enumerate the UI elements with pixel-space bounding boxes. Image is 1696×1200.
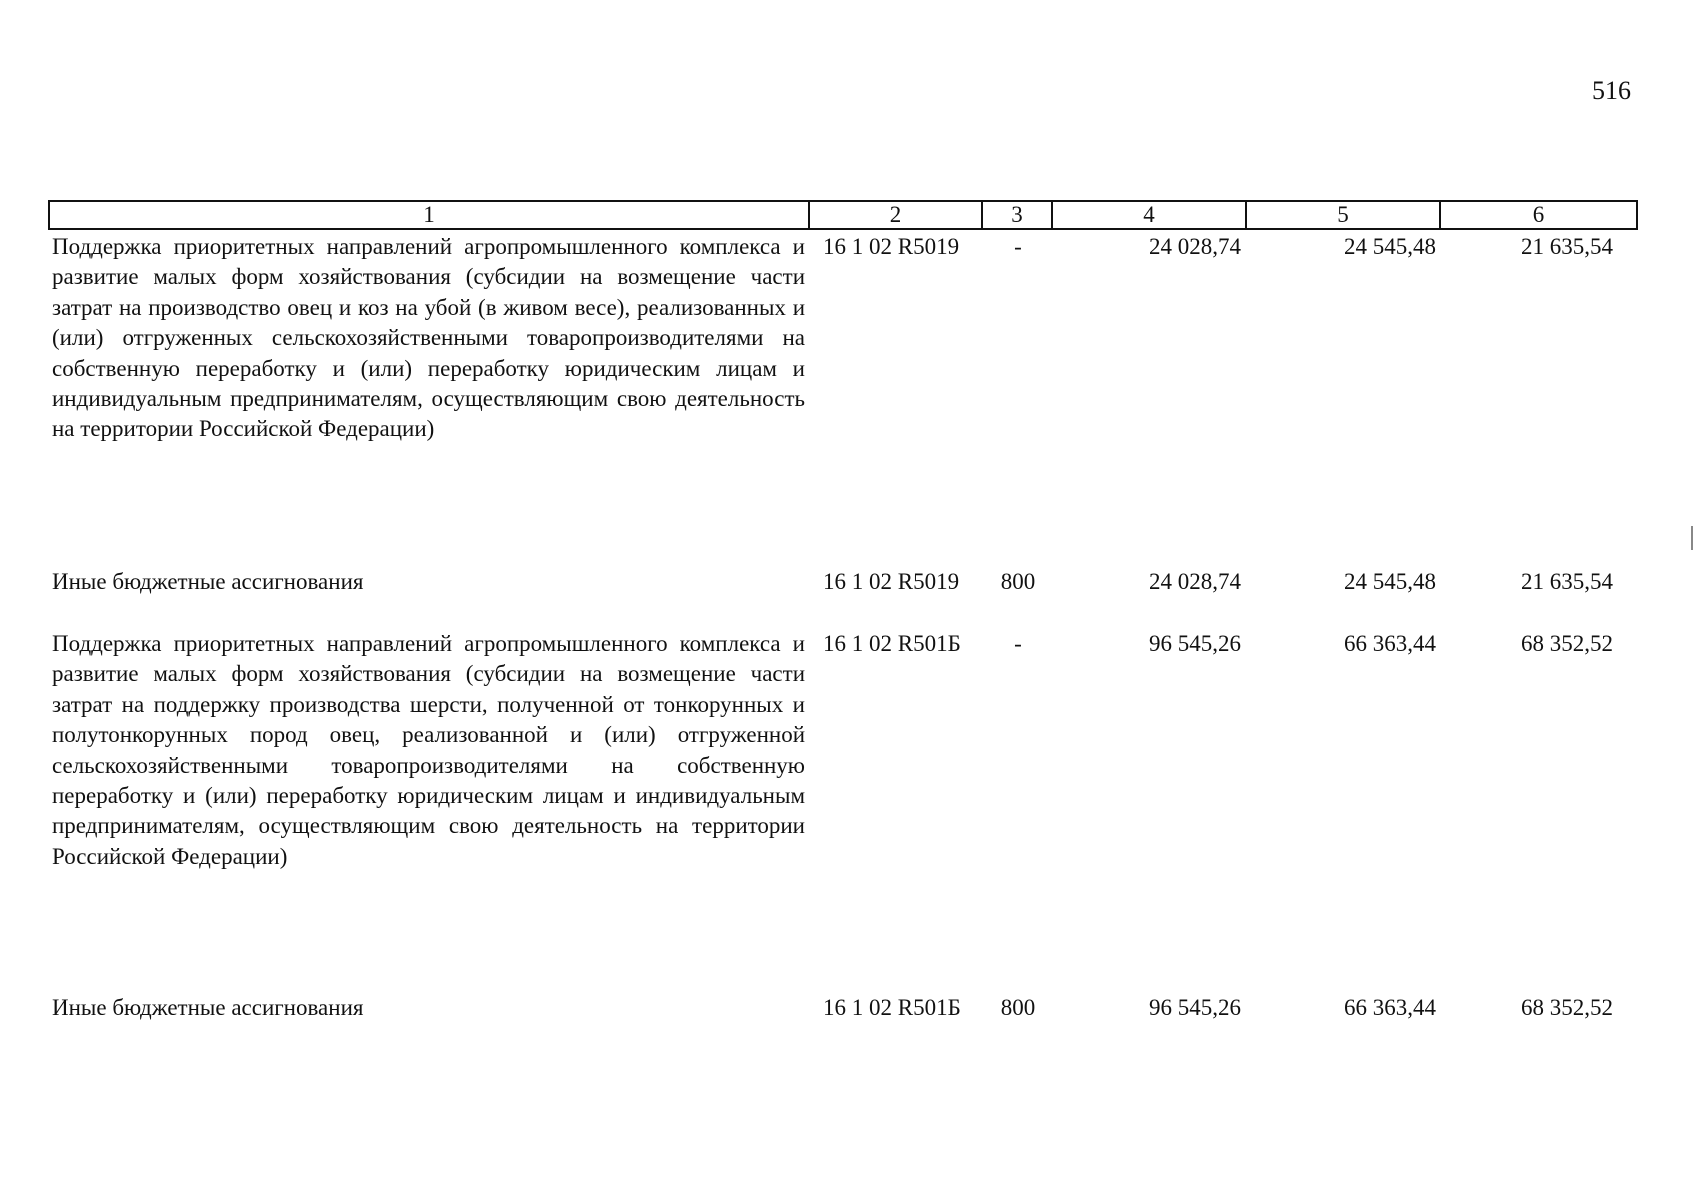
column-header-row (49, 201, 1637, 229)
row-amount-col4: 96 545,26 (1149, 995, 1241, 1020)
column-header-6: 6 (1440, 201, 1637, 229)
row-target-code: 16 1 02 R501Б (823, 631, 961, 656)
row-amount-col6: 21 635,54 (1521, 569, 1613, 594)
row-expense-type: 800 (1000, 569, 1036, 594)
row-amount-col6: 68 352,52 (1521, 995, 1613, 1020)
row-target-code: 16 1 02 R5019 (823, 569, 960, 594)
column-header-table (48, 200, 1638, 230)
row-amount-col4: 24 028,74 (1149, 234, 1241, 259)
row-amount-col6: 21 635,54 (1521, 234, 1613, 259)
column-header-5: 5 (1246, 201, 1440, 229)
row-amount-col5: 66 363,44 (1344, 631, 1436, 656)
row-amount-col6: 68 352,52 (1521, 631, 1613, 656)
row-description: Поддержка приоритетных направлений агропромышленного комплекса и развитие малых форм хозяйствования (субсидии на возмещение части затрат на поддержку производства шерсти, полученной от тонкорунных и полутонкорунных пород овец, реализованной и (или) отгруженной сельскохозяйственными товаропроизводителями на собственную переработку и (или) переработку юридическим лицам и индивидуальным предпринимателям, осуществляющим свою деятельность на территории Российской Федерации) (52, 631, 805, 869)
row-amount-col4: 24 028,74 (1149, 569, 1241, 594)
scan-edge-mark (1691, 526, 1696, 550)
column-header-3: 3 (982, 201, 1052, 229)
row-amount-col5: 24 545,48 (1344, 234, 1436, 259)
column-header-4: 4 (1052, 201, 1246, 229)
column-header-2: 2 (809, 201, 982, 229)
row-expense-type: - (1014, 234, 1022, 259)
row-target-code: 16 1 02 R5019 (823, 234, 960, 259)
row-amount-col5: 66 363,44 (1344, 995, 1436, 1020)
row-amount-col4: 96 545,26 (1149, 631, 1241, 656)
row-amount-col5: 24 545,48 (1344, 569, 1436, 594)
row-description: Поддержка приоритетных направлений агропромышленного комплекса и развитие малых форм хозяйствования (субсидии на возмещение части затрат на производство овец и коз на убой (в живом весе), реализованных и (или) отгруженных сельскохозяйственными товаропроизводителями на собственную переработку и (или) переработку юридическим лицам и индивидуальным предпринимателям, осуществляющим свою деятельность на территории Российской Федерации) (52, 234, 805, 442)
row-target-code: 16 1 02 R501Б (823, 995, 961, 1020)
row-description: Иные бюджетные ассигнования (52, 569, 364, 594)
row-description: Иные бюджетные ассигнования (52, 995, 364, 1020)
column-header-1: 1 (49, 201, 809, 229)
page-number: 516 (1592, 76, 1631, 105)
row-expense-type: - (1014, 631, 1022, 656)
row-expense-type: 800 (1000, 995, 1036, 1020)
